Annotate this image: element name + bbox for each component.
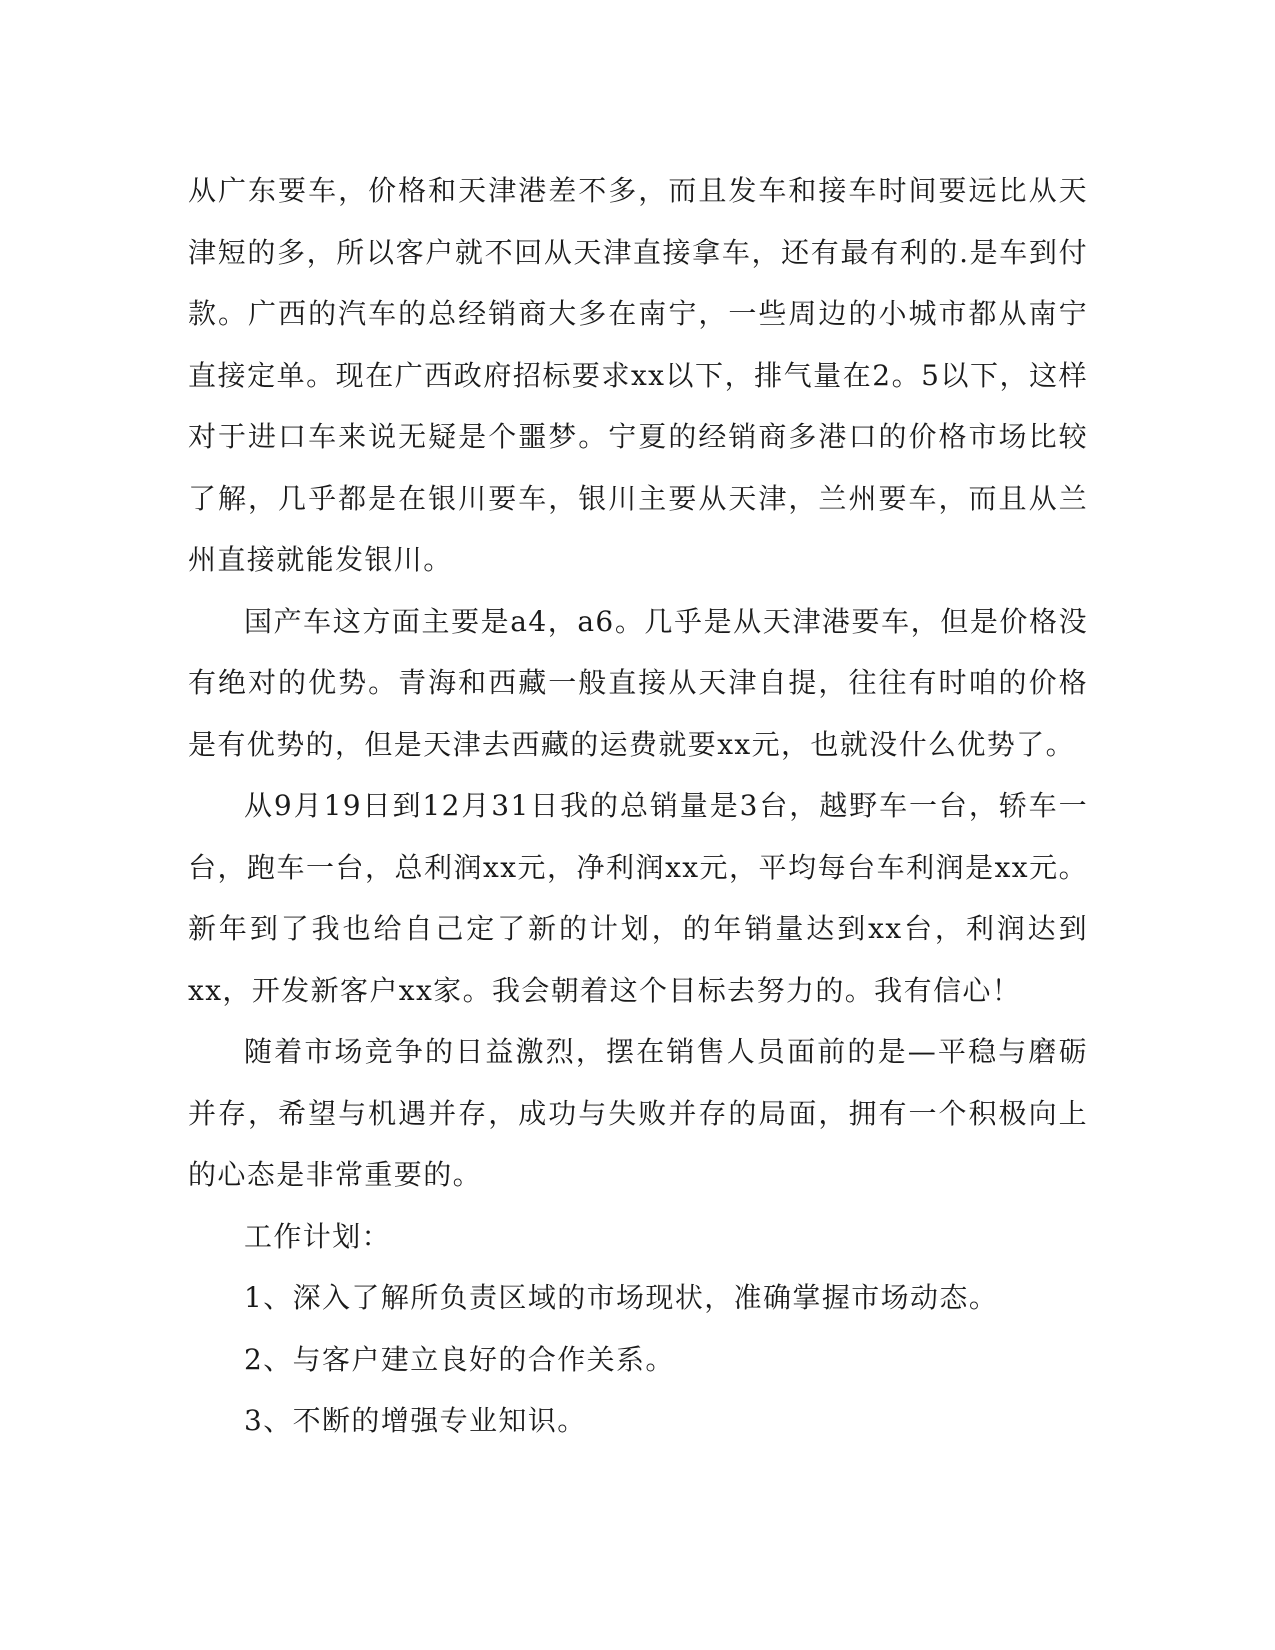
work-plan-item-2: 2、与客户建立良好的合作关系。 [244,1342,675,1376]
paragraph-market-competition: 随着市场竞争的日益激烈，摆在销售人员面前的是—平稳与磨砺并存，希望与机遇并存，成功与失败并存的局面，拥有一个积极向上的心态是非常重要的。 [188,1035,1089,1191]
paragraph-vehicle-sourcing: 从广东要车，价格和天津港差不多，而且发车和接车时间要远比从天津短的多，所以客户就不回从天津直接拿车，还有最有利的.是车到付款。广西的汽车的总经销商大多在南宁，一些周边的小城市都从南宁直接定单。现在广西政府招标要求xx以下，排气量在2。5以下，这样对于进口车来说无疑是个噩梦。宁夏的经销商多港口的价格市场比较了解，几乎都是在银川要车，银川主要从天津，兰州要车，而且从兰州直接就能发银川。 [188,174,1088,576]
document-body [188,160,1088,1452]
work-plan-item-1: 1、深入了解所负责区域的市场现状，准确掌握市场动态。 [244,1281,999,1314]
work-plan-item-3: 3、不断的增强专业知识。 [244,1404,587,1437]
work-plan-heading: 工作计划： [244,1219,392,1253]
paragraph-sales-summary: 从9月19日到12月31日我的总销量是3台，越野车一台，轿车一台，跑车一台，总利润xx元，净利润xx元，平均每台车利润是xx元。新年到了我也给自己定了新的计划，的年销量达到xx台，利润达到xx，开发新客户xx家。我会朝着这个目标去努力的。我有信心！ [188,789,1088,1007]
paragraph-domestic-cars: 国产车这方面主要是a4，a6。几乎是从天津港要车，但是价格没有绝对的优势。青海和西藏一般直接从天津自提，往往有时咱的价格是有优势的，但是天津去西藏的运费就要xx元，也就没什么优势了。 [188,604,1088,761]
